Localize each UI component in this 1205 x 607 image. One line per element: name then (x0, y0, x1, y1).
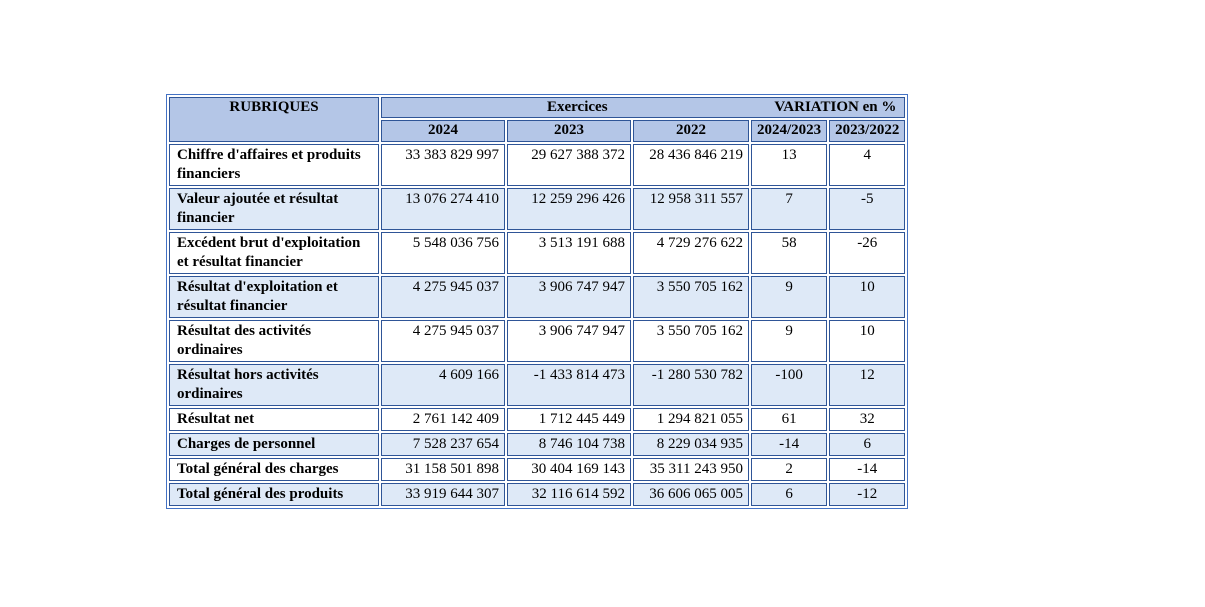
value-2022: 4 729 276 622 (633, 232, 749, 274)
financial-summary-table (166, 94, 908, 509)
table-row (169, 232, 905, 274)
variation-2024-2023: 61 (751, 408, 827, 431)
value-2024: 31 158 501 898 (381, 458, 505, 481)
variation-2024-2023: 7 (751, 188, 827, 230)
value-2022: -1 280 530 782 (633, 364, 749, 406)
row-label: Charges de personnel (169, 433, 379, 456)
header-rubriques (169, 97, 379, 142)
header-row-1 (169, 97, 905, 118)
value-2023: 1 712 445 449 (507, 408, 631, 431)
value-2024: 7 528 237 654 (381, 433, 505, 456)
header-exercices-variation (381, 97, 905, 118)
row-label: Excédent brut d'exploitation et résultat financier (169, 232, 379, 274)
variation-2023-2022: 6 (829, 433, 905, 456)
value-2022: 1 294 821 055 (633, 408, 749, 431)
table-row (169, 320, 905, 362)
variation-2023-2022: -14 (829, 458, 905, 481)
table-row (169, 458, 905, 481)
table-row (169, 188, 905, 230)
value-2022: 36 606 065 005 (633, 483, 749, 506)
header-variation-2024-2023: 2024/2023 (751, 120, 827, 142)
header-exercices: Exercices (547, 99, 608, 115)
header-year-2024: 2024 (381, 120, 505, 142)
value-2023: 12 259 296 426 (507, 188, 631, 230)
value-2024: 4 275 945 037 (381, 320, 505, 362)
row-label: Résultat des activités ordinaires (169, 320, 379, 362)
value-2023: 3 513 191 688 (507, 232, 631, 274)
value-2024: 4 609 166 (381, 364, 505, 406)
value-2024: 4 275 945 037 (381, 276, 505, 318)
value-2023: 32 116 614 592 (507, 483, 631, 506)
header-variation: VARIATION en % (774, 99, 897, 115)
variation-2023-2022: 32 (829, 408, 905, 431)
variation-2023-2022: 10 (829, 276, 905, 318)
value-2023: 3 906 747 947 (507, 320, 631, 362)
value-2022: 3 550 705 162 (633, 276, 749, 318)
value-2022: 3 550 705 162 (633, 320, 749, 362)
variation-2024-2023: 13 (751, 144, 827, 186)
value-2022: 28 436 846 219 (633, 144, 749, 186)
variation-2024-2023: -100 (751, 364, 827, 406)
value-2024: 2 761 142 409 (381, 408, 505, 431)
variation-2024-2023: 6 (751, 483, 827, 506)
header-rubriques-label: RUBRIQUES (229, 99, 319, 115)
table-row (169, 483, 905, 506)
row-label: Résultat net (169, 408, 379, 431)
variation-2023-2022: 12 (829, 364, 905, 406)
value-2022: 8 229 034 935 (633, 433, 749, 456)
value-2022: 35 311 243 950 (633, 458, 749, 481)
variation-2024-2023: 9 (751, 320, 827, 362)
header-variation-2023-2022: 2023/2022 (829, 120, 905, 142)
table-row (169, 144, 905, 186)
variation-2024-2023: -14 (751, 433, 827, 456)
variation-2024-2023: 58 (751, 232, 827, 274)
row-label: Chiffre d'affaires et produits financiers (169, 144, 379, 186)
table-row (169, 276, 905, 318)
row-label: Total général des charges (169, 458, 379, 481)
value-2022: 12 958 311 557 (633, 188, 749, 230)
table-row (169, 364, 905, 406)
row-label: Résultat d'exploitation et résultat financier (169, 276, 379, 318)
variation-2023-2022: -5 (829, 188, 905, 230)
row-label: Valeur ajoutée et résultat financier (169, 188, 379, 230)
value-2023: 3 906 747 947 (507, 276, 631, 318)
table-row (169, 408, 905, 431)
row-label: Résultat hors activités ordinaires (169, 364, 379, 406)
value-2024: 5 548 036 756 (381, 232, 505, 274)
variation-2023-2022: -26 (829, 232, 905, 274)
value-2023: 8 746 104 738 (507, 433, 631, 456)
header-year-2022: 2022 (633, 120, 749, 142)
variation-2024-2023: 9 (751, 276, 827, 318)
variation-2024-2023: 2 (751, 458, 827, 481)
value-2024: 33 919 644 307 (381, 483, 505, 506)
row-label: Total général des produits (169, 483, 379, 506)
header-year-2023: 2023 (507, 120, 631, 142)
value-2024: 33 383 829 997 (381, 144, 505, 186)
value-2023: 29 627 388 372 (507, 144, 631, 186)
variation-2023-2022: 4 (829, 144, 905, 186)
value-2023: -1 433 814 473 (507, 364, 631, 406)
variation-2023-2022: -12 (829, 483, 905, 506)
table-row (169, 433, 905, 456)
value-2023: 30 404 169 143 (507, 458, 631, 481)
value-2024: 13 076 274 410 (381, 188, 505, 230)
variation-2023-2022: 10 (829, 320, 905, 362)
